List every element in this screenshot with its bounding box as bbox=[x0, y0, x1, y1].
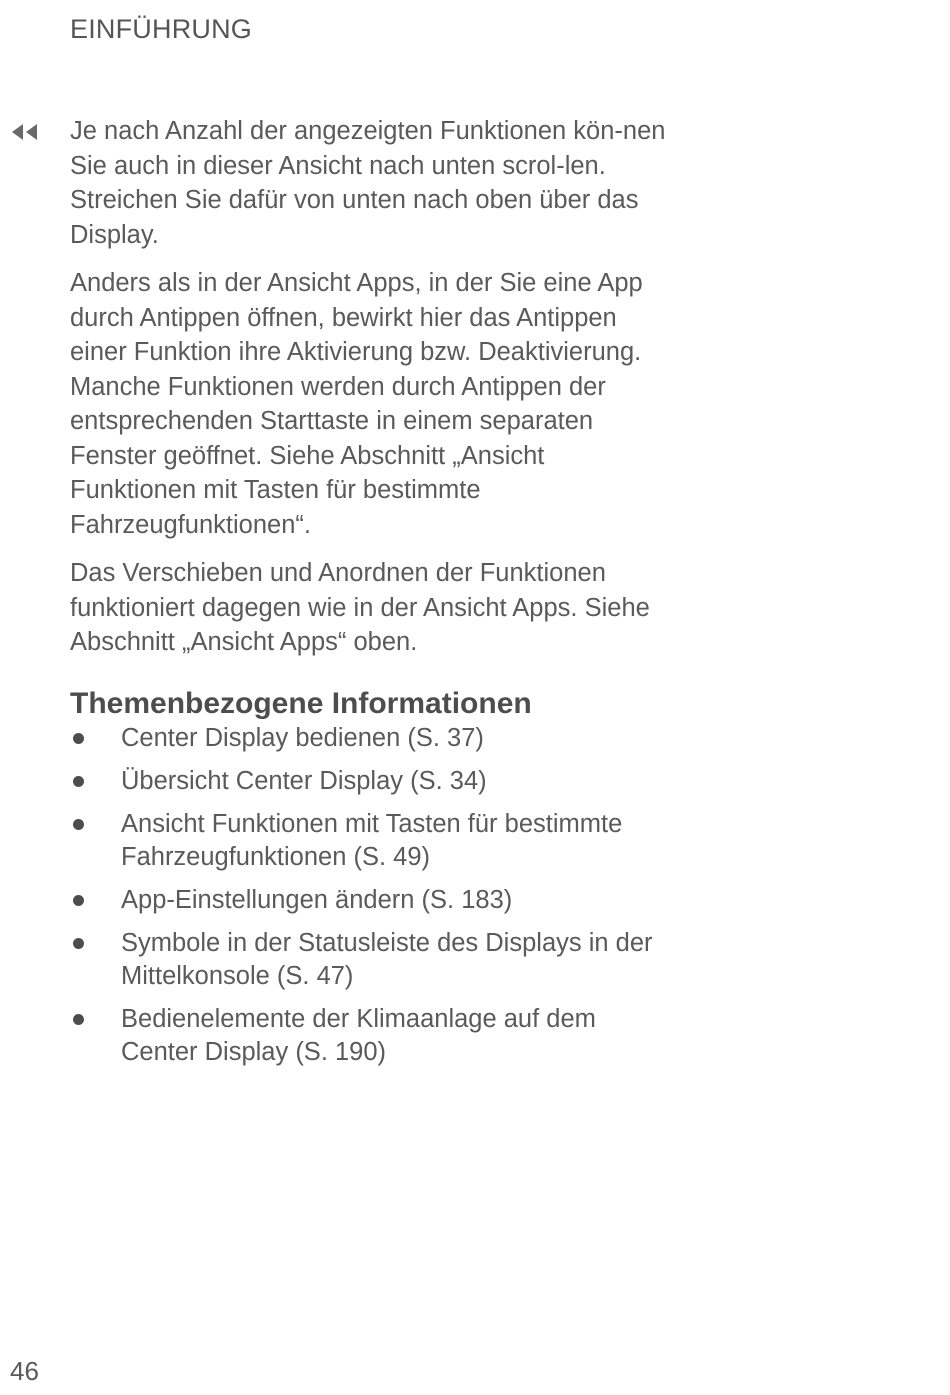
bullet-icon bbox=[73, 938, 84, 949]
page-number: 46 bbox=[10, 1356, 39, 1386]
section-title: EINFÜHRUNG bbox=[70, 14, 252, 44]
paragraph-function-activation: Anders als in der Ansicht Apps, in der Sie eine App durch Antippen öffnen, bewirkt hier das Antippen einer Funktion ihre Aktivierung bzw. Deaktivierung. Manche Funktionen werden durch Antippen der entsprechenden Starttaste in einem separaten Fenster geöffnet. Siehe Abschnitt „Ansicht Funktionen mit Tasten für bestimmte Fahrzeugfunktionen“. bbox=[70, 269, 643, 539]
bullet-icon bbox=[73, 733, 84, 744]
paragraph-arrange-functions: Das Verschieben und Anordnen der Funktionen funktioniert dagegen wie in der Ansicht Apps. Siehe Abschnitt „Ansicht Apps“ oben. bbox=[70, 559, 650, 656]
related-link-label: Center Display bedienen (S. 37) bbox=[121, 723, 484, 752]
bullet-icon bbox=[73, 895, 84, 906]
double-left-arrow-icon[interactable] bbox=[10, 122, 40, 142]
related-link[interactable] bbox=[70, 765, 670, 798]
related-link[interactable] bbox=[70, 927, 670, 993]
related-link-label: App-Einstellungen ändern (S. 183) bbox=[121, 885, 513, 914]
related-link[interactable] bbox=[70, 1003, 670, 1069]
related-info-heading: Themenbezogene Informationen bbox=[70, 686, 532, 720]
related-link-label: Übersicht Center Display (S. 34) bbox=[121, 766, 487, 795]
page-content bbox=[70, 114, 670, 1079]
related-link[interactable] bbox=[70, 722, 670, 755]
related-link-label: Ansicht Funktionen mit Tasten für bestimmte Fahrzeugfunktionen (S. 49) bbox=[121, 809, 623, 871]
bullet-icon bbox=[73, 1014, 84, 1025]
related-info-list bbox=[70, 722, 670, 1069]
related-link-label: Symbole in der Statusleiste des Displays in der Mittelkonsole (S. 47) bbox=[121, 928, 653, 990]
related-link[interactable] bbox=[70, 884, 670, 917]
related-link[interactable] bbox=[70, 808, 670, 874]
related-link-label: Bedienelemente der Klimaanlage auf dem Center Display (S. 190) bbox=[121, 1004, 596, 1066]
bullet-icon bbox=[73, 819, 84, 830]
bullet-icon bbox=[73, 776, 84, 787]
paragraph-scroll-hint: Je nach Anzahl der angezeigten Funktionen kön-nen Sie auch in dieser Ansicht nach unten scrol-len. Streichen Sie dafür von unten nach oben über das Display. bbox=[70, 117, 666, 249]
